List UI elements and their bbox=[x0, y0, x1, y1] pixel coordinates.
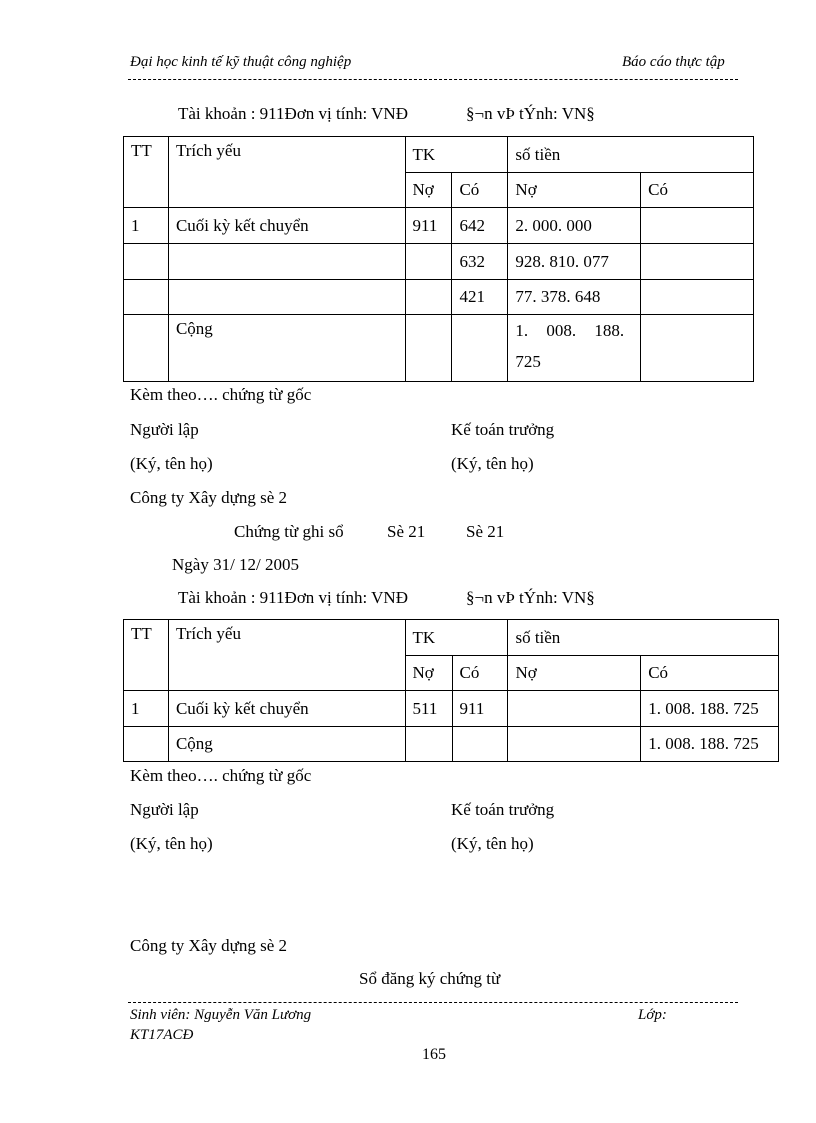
company-name-1: Công ty Xây dựng sè 2 bbox=[130, 488, 288, 507]
preparer-label-1: Người lập bbox=[130, 420, 199, 439]
cell-tk-co: 642 bbox=[452, 208, 508, 244]
signature-note-1: (Ký, tên họ) bbox=[130, 454, 213, 473]
total-amt-co: 1. 008. 188. 725 bbox=[641, 727, 779, 762]
voucher-date: Ngày 31/ 12/ 2005 bbox=[172, 555, 300, 574]
preparer-label-2: Người lập bbox=[130, 800, 199, 819]
unit-garbled-2: §¬n vÞ tÝnh: VN§ bbox=[466, 588, 595, 607]
col-tk-no: Nợ bbox=[405, 656, 452, 691]
signature-note-3: (Ký, tên họ) bbox=[130, 834, 213, 853]
cell-tt bbox=[124, 280, 169, 315]
total-amt-no-line2: 725 bbox=[515, 352, 541, 371]
total-amt-no bbox=[508, 315, 641, 382]
table-row bbox=[124, 208, 754, 244]
signature-note-2: (Ký, tên họ) bbox=[451, 454, 534, 473]
col-trich-yeu: Trích yếu bbox=[168, 620, 405, 691]
cell-tt: 1 bbox=[124, 208, 169, 244]
cell-tt: 1 bbox=[124, 691, 169, 727]
col-amt-no: Nợ bbox=[508, 173, 641, 208]
total-label: Cộng bbox=[168, 727, 405, 762]
unit-garbled-1: §¬n vÞ tÝnh: VN§ bbox=[466, 104, 595, 123]
register-title: Sổ đăng ký chứng từ bbox=[359, 969, 501, 988]
voucher-table-1 bbox=[123, 136, 754, 382]
cell-amt-no bbox=[508, 691, 641, 727]
attached-docs-1: Kèm theo…. chứng từ gốc bbox=[130, 385, 312, 404]
page-number: 165 bbox=[422, 1046, 446, 1063]
header-school: Đại học kinh tế kỹ thuật công nghiệp bbox=[130, 54, 352, 70]
chief-accountant-label-1: Kế toán trưởng bbox=[451, 420, 555, 439]
cell-amt-co bbox=[641, 244, 754, 280]
cell-desc bbox=[168, 244, 405, 280]
table-row bbox=[124, 244, 754, 280]
cell-amt-co bbox=[641, 208, 754, 244]
cell-amt-no: 928. 810. 077 bbox=[508, 244, 641, 280]
footer-class: KT17ACĐ bbox=[130, 1027, 194, 1043]
signature-note-4: (Ký, tên họ) bbox=[451, 834, 534, 853]
footer-rule bbox=[128, 1002, 738, 1003]
total-label: Cộng bbox=[168, 315, 405, 382]
total-amt-co bbox=[641, 315, 754, 382]
col-amt-no: Nợ bbox=[508, 656, 641, 691]
table-row bbox=[124, 280, 754, 315]
footer-class-label: Lớp: bbox=[638, 1007, 667, 1023]
cell-tk-no bbox=[405, 244, 452, 280]
total-amt-no-line1: 1. 008. 188. bbox=[515, 321, 625, 340]
voucher-number-2: Sè 21 bbox=[466, 522, 505, 541]
company-name-2: Công ty Xây dựng sè 2 bbox=[130, 936, 288, 955]
cell-amt-co bbox=[641, 280, 754, 315]
cell-desc: Cuối kỳ kết chuyển bbox=[168, 691, 405, 727]
col-tt: TT bbox=[124, 137, 169, 208]
voucher-title: Chứng từ ghi sổ bbox=[234, 522, 344, 541]
total-row bbox=[124, 727, 779, 762]
col-amt-co: Có bbox=[641, 173, 754, 208]
header-rule bbox=[128, 79, 738, 80]
col-trich-yeu: Trích yếu bbox=[168, 137, 405, 208]
voucher-table-2 bbox=[123, 619, 779, 762]
cell-tk-no: 911 bbox=[405, 208, 452, 244]
col-tk: TK bbox=[405, 620, 508, 656]
footer-student: Sinh viên: Nguyễn Văn Lương bbox=[130, 1007, 312, 1023]
table-row bbox=[124, 691, 779, 727]
cell-tk-no bbox=[405, 280, 452, 315]
col-tk-no: Nợ bbox=[405, 173, 452, 208]
cell-amt-co: 1. 008. 188. 725 bbox=[641, 691, 779, 727]
chief-accountant-label-2: Kế toán trưởng bbox=[451, 800, 555, 819]
cell-amt-no: 77. 378. 648 bbox=[508, 280, 641, 315]
voucher-number-1: Sè 21 bbox=[387, 522, 426, 541]
col-tk-co: Có bbox=[452, 173, 508, 208]
col-tt: TT bbox=[124, 620, 169, 691]
col-tk-co: Có bbox=[452, 656, 508, 691]
header-report: Báo cáo thực tập bbox=[622, 54, 725, 70]
col-amt-co: Có bbox=[641, 656, 779, 691]
cell-desc bbox=[168, 280, 405, 315]
cell-amt-no: 2. 000. 000 bbox=[508, 208, 641, 244]
cell-tt bbox=[124, 244, 169, 280]
col-so-tien: số tiền bbox=[508, 620, 779, 656]
cell-tk-co: 911 bbox=[452, 691, 508, 727]
account-line-2: Tài khoản : 911Đơn vị tính: VNĐ bbox=[178, 588, 408, 607]
account-line-1: Tài khoản : 911Đơn vị tính: VNĐ bbox=[178, 104, 408, 123]
cell-tk-co: 632 bbox=[452, 244, 508, 280]
cell-tk-co: 421 bbox=[452, 280, 508, 315]
col-tk: TK bbox=[405, 137, 508, 173]
total-row bbox=[124, 315, 754, 382]
cell-tk-no: 511 bbox=[405, 691, 452, 727]
attached-docs-2: Kèm theo…. chứng từ gốc bbox=[130, 766, 312, 785]
cell-desc: Cuối kỳ kết chuyển bbox=[168, 208, 405, 244]
col-so-tien: số tiền bbox=[508, 137, 754, 173]
